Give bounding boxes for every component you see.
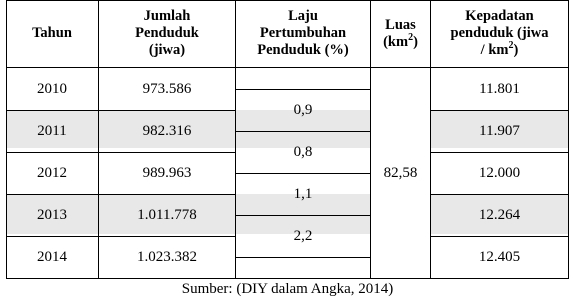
header-kepadatan: Kepadatan penduduk (jiwa / $km^2$)	[450, 8, 549, 58]
cell-laju-pertumbuhan: 0,8	[293, 144, 313, 160]
cell-laju-pertumbuhan: 2,2	[293, 228, 313, 244]
header-luas: Luas $(km^2)$	[383, 16, 418, 50]
cell-luas: 82,58	[371, 68, 430, 278]
cell-jumlah-penduduk: 1.023.382	[137, 249, 197, 265]
cell-tahun: 2010	[37, 80, 67, 97]
cell-jumlah-penduduk: 1.011.778	[137, 207, 197, 223]
header-tahun: Tahun	[32, 25, 72, 41]
cell-jumlah-penduduk: 973.586	[142, 80, 192, 97]
cell-tahun: 2012	[37, 165, 67, 181]
cell-tahun: 2014	[37, 249, 67, 265]
population-table	[6, 0, 569, 279]
cell-laju-pertumbuhan: 1,1	[293, 186, 313, 202]
cell-kepadatan: 12.000	[478, 165, 521, 181]
cell-jumlah-penduduk: 982.316	[142, 123, 192, 139]
cell-tahun: 2011	[37, 123, 67, 139]
cell-kepadatan: 12.405	[478, 249, 521, 265]
cell-tahun: 2013	[37, 207, 67, 223]
cell-kepadatan: 12.264	[478, 207, 521, 223]
table-source-caption: Sumber: (DIY dalam Angka, 2014)	[181, 281, 394, 297]
cell-kepadatan: 11.801	[479, 80, 520, 97]
header-laju-pertumbuhan: Laju Pertumbuhan Penduduk (%)	[257, 8, 349, 58]
cell-laju-pertumbuhan: 0,9	[293, 102, 313, 118]
header-jumlah-penduduk: Jumlah Penduduk (jiwa)	[135, 8, 199, 58]
cell-jumlah-penduduk: 989.963	[142, 165, 192, 181]
cell-kepadatan: 11.907	[479, 123, 520, 139]
